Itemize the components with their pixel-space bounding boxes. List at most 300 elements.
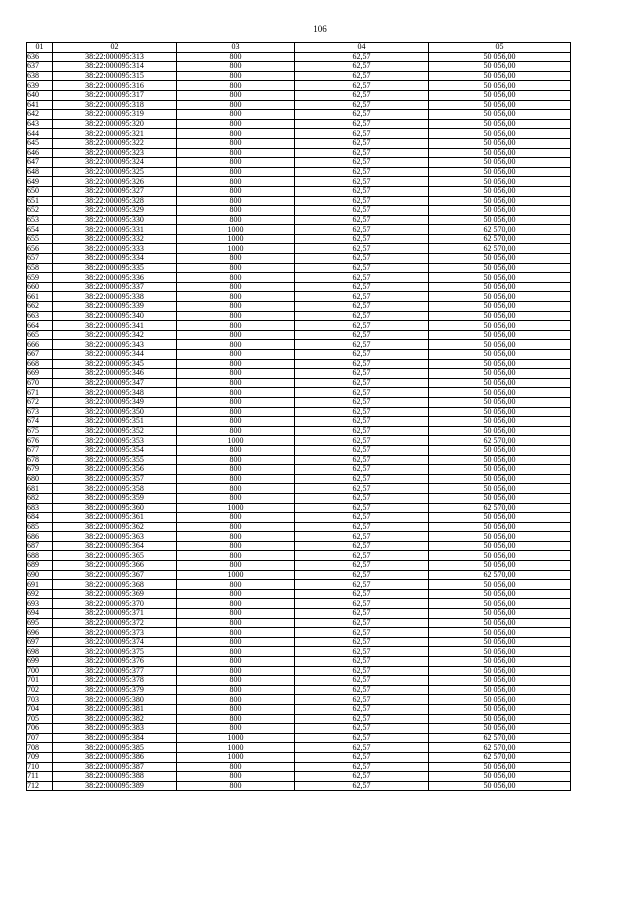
value-cell: 50 056,00 xyxy=(429,637,571,647)
row-number-cell: 644 xyxy=(27,129,53,139)
table-row xyxy=(27,196,571,206)
value-cell: 50 056,00 xyxy=(429,513,571,523)
table-row xyxy=(27,378,571,388)
cadastral-number-cell: 38:22:000095:322 xyxy=(53,138,177,148)
rate-cell: 62,57 xyxy=(295,532,429,542)
area-cell: 800 xyxy=(177,589,295,599)
value-cell: 50 056,00 xyxy=(429,167,571,177)
area-cell: 800 xyxy=(177,254,295,264)
table-row xyxy=(27,781,571,791)
column-header-01: 01 xyxy=(27,43,53,53)
cadastral-number-cell: 38:22:000095:388 xyxy=(53,772,177,782)
rate-cell: 62,57 xyxy=(295,244,429,254)
area-cell: 800 xyxy=(177,484,295,494)
row-number-cell: 671 xyxy=(27,388,53,398)
rate-cell: 62,57 xyxy=(295,628,429,638)
cadastral-number-cell: 38:22:000095:387 xyxy=(53,762,177,772)
rate-cell: 62,57 xyxy=(295,359,429,369)
row-number-cell: 661 xyxy=(27,292,53,302)
cadastral-number-cell: 38:22:000095:369 xyxy=(53,589,177,599)
rate-cell: 62,57 xyxy=(295,417,429,427)
area-cell: 800 xyxy=(177,302,295,312)
cadastral-number-cell: 38:22:000095:366 xyxy=(53,561,177,571)
value-cell: 50 056,00 xyxy=(429,522,571,532)
value-cell: 50 056,00 xyxy=(429,321,571,331)
table-row xyxy=(27,244,571,254)
value-cell: 50 056,00 xyxy=(429,417,571,427)
cadastral-number-cell: 38:22:000095:319 xyxy=(53,110,177,120)
cadastral-number-cell: 38:22:000095:318 xyxy=(53,100,177,110)
table-row xyxy=(27,254,571,264)
rate-cell: 62,57 xyxy=(295,599,429,609)
cadastral-number-cell: 38:22:000095:343 xyxy=(53,340,177,350)
value-cell: 50 056,00 xyxy=(429,647,571,657)
rate-cell: 62,57 xyxy=(295,138,429,148)
row-number-cell: 643 xyxy=(27,119,53,129)
rate-cell: 62,57 xyxy=(295,110,429,120)
rate-cell: 62,57 xyxy=(295,206,429,216)
row-number-cell: 700 xyxy=(27,666,53,676)
table-row xyxy=(27,724,571,734)
cadastral-number-cell: 38:22:000095:324 xyxy=(53,158,177,168)
area-cell: 1000 xyxy=(177,503,295,513)
row-number-cell: 697 xyxy=(27,637,53,647)
row-number-cell: 657 xyxy=(27,254,53,264)
area-cell: 800 xyxy=(177,311,295,321)
area-cell: 800 xyxy=(177,378,295,388)
cadastral-number-cell: 38:22:000095:352 xyxy=(53,426,177,436)
value-cell: 62 570,00 xyxy=(429,733,571,743)
value-cell: 50 056,00 xyxy=(429,119,571,129)
row-number-cell: 706 xyxy=(27,724,53,734)
row-number-cell: 690 xyxy=(27,570,53,580)
table-row xyxy=(27,493,571,503)
rate-cell: 62,57 xyxy=(295,119,429,129)
value-cell: 50 056,00 xyxy=(429,445,571,455)
value-cell: 62 570,00 xyxy=(429,752,571,762)
cadastral-number-cell: 38:22:000095:320 xyxy=(53,119,177,129)
value-cell: 50 056,00 xyxy=(429,138,571,148)
table-row xyxy=(27,561,571,571)
rate-cell: 62,57 xyxy=(295,81,429,91)
table-row xyxy=(27,609,571,619)
area-cell: 1000 xyxy=(177,752,295,762)
table-row xyxy=(27,263,571,273)
area-cell: 800 xyxy=(177,417,295,427)
row-number-cell: 673 xyxy=(27,407,53,417)
table-row xyxy=(27,772,571,782)
area-cell: 800 xyxy=(177,397,295,407)
table-row xyxy=(27,417,571,427)
table-row xyxy=(27,513,571,523)
value-cell: 50 056,00 xyxy=(429,714,571,724)
row-number-cell: 693 xyxy=(27,599,53,609)
cadastral-number-cell: 38:22:000095:370 xyxy=(53,599,177,609)
value-cell: 50 056,00 xyxy=(429,71,571,81)
area-cell: 800 xyxy=(177,762,295,772)
row-number-cell: 646 xyxy=(27,148,53,158)
row-number-cell: 638 xyxy=(27,71,53,81)
rate-cell: 62,57 xyxy=(295,158,429,168)
rate-cell: 62,57 xyxy=(295,589,429,599)
rate-cell: 62,57 xyxy=(295,704,429,714)
cadastral-number-cell: 38:22:000095:373 xyxy=(53,628,177,638)
value-cell: 50 056,00 xyxy=(429,350,571,360)
value-cell: 50 056,00 xyxy=(429,657,571,667)
area-cell: 800 xyxy=(177,561,295,571)
area-cell: 800 xyxy=(177,158,295,168)
table-row xyxy=(27,465,571,475)
cadastral-number-cell: 38:22:000095:339 xyxy=(53,302,177,312)
cadastral-number-cell: 38:22:000095:349 xyxy=(53,397,177,407)
table-row xyxy=(27,62,571,72)
table-row xyxy=(27,186,571,196)
row-number-cell: 663 xyxy=(27,311,53,321)
rate-cell: 62,57 xyxy=(295,292,429,302)
value-cell: 50 056,00 xyxy=(429,311,571,321)
table-row xyxy=(27,330,571,340)
rate-cell: 62,57 xyxy=(295,369,429,379)
table-row xyxy=(27,484,571,494)
row-number-cell: 667 xyxy=(27,350,53,360)
rate-cell: 62,57 xyxy=(295,752,429,762)
table-row xyxy=(27,522,571,532)
cadastral-number-cell: 38:22:000095:381 xyxy=(53,704,177,714)
cadastral-number-cell: 38:22:000095:362 xyxy=(53,522,177,532)
table-row xyxy=(27,52,571,62)
row-number-cell: 711 xyxy=(27,772,53,782)
row-number-cell: 668 xyxy=(27,359,53,369)
table-row xyxy=(27,618,571,628)
rate-cell: 62,57 xyxy=(295,724,429,734)
rate-cell: 62,57 xyxy=(295,637,429,647)
value-cell: 50 056,00 xyxy=(429,484,571,494)
column-header-02: 02 xyxy=(53,43,177,53)
value-cell: 50 056,00 xyxy=(429,762,571,772)
table-row xyxy=(27,436,571,446)
rate-cell: 62,57 xyxy=(295,561,429,571)
value-cell: 50 056,00 xyxy=(429,685,571,695)
value-cell: 50 056,00 xyxy=(429,369,571,379)
table-row xyxy=(27,100,571,110)
value-cell: 62 570,00 xyxy=(429,436,571,446)
value-cell: 50 056,00 xyxy=(429,388,571,398)
value-cell: 62 570,00 xyxy=(429,225,571,235)
cadastral-number-cell: 38:22:000095:356 xyxy=(53,465,177,475)
rate-cell: 62,57 xyxy=(295,493,429,503)
value-cell: 50 056,00 xyxy=(429,426,571,436)
cadastral-number-cell: 38:22:000095:364 xyxy=(53,541,177,551)
table-row xyxy=(27,369,571,379)
cadastral-number-cell: 38:22:000095:314 xyxy=(53,62,177,72)
area-cell: 800 xyxy=(177,609,295,619)
value-cell: 50 056,00 xyxy=(429,129,571,139)
cadastral-number-cell: 38:22:000095:316 xyxy=(53,81,177,91)
cadastral-number-cell: 38:22:000095:365 xyxy=(53,551,177,561)
cadastral-number-cell: 38:22:000095:360 xyxy=(53,503,177,513)
rate-cell: 62,57 xyxy=(295,657,429,667)
row-number-cell: 649 xyxy=(27,177,53,187)
table-row xyxy=(27,138,571,148)
value-cell: 50 056,00 xyxy=(429,628,571,638)
cadastral-number-cell: 38:22:000095:351 xyxy=(53,417,177,427)
rate-cell: 62,57 xyxy=(295,263,429,273)
table-row xyxy=(27,647,571,657)
rate-cell: 62,57 xyxy=(295,350,429,360)
cadastral-number-cell: 38:22:000095:376 xyxy=(53,657,177,667)
rate-cell: 62,57 xyxy=(295,733,429,743)
cadastral-number-cell: 38:22:000095:337 xyxy=(53,282,177,292)
value-cell: 50 056,00 xyxy=(429,292,571,302)
value-cell: 50 056,00 xyxy=(429,378,571,388)
area-cell: 800 xyxy=(177,90,295,100)
area-cell: 800 xyxy=(177,541,295,551)
rate-cell: 62,57 xyxy=(295,647,429,657)
cadastral-number-cell: 38:22:000095:326 xyxy=(53,177,177,187)
area-cell: 800 xyxy=(177,196,295,206)
rate-cell: 62,57 xyxy=(295,743,429,753)
rate-cell: 62,57 xyxy=(295,426,429,436)
table-row xyxy=(27,695,571,705)
value-cell: 50 056,00 xyxy=(429,474,571,484)
cadastral-number-cell: 38:22:000095:344 xyxy=(53,350,177,360)
value-cell: 50 056,00 xyxy=(429,666,571,676)
cadastral-number-cell: 38:22:000095:341 xyxy=(53,321,177,331)
value-cell: 50 056,00 xyxy=(429,618,571,628)
value-cell: 50 056,00 xyxy=(429,532,571,542)
area-cell: 1000 xyxy=(177,225,295,235)
value-cell: 50 056,00 xyxy=(429,724,571,734)
value-cell: 50 056,00 xyxy=(429,186,571,196)
row-number-cell: 678 xyxy=(27,455,53,465)
column-header-04: 04 xyxy=(295,43,429,53)
area-cell: 1000 xyxy=(177,234,295,244)
cadastral-number-cell: 38:22:000095:368 xyxy=(53,580,177,590)
rate-cell: 62,57 xyxy=(295,388,429,398)
value-cell: 50 056,00 xyxy=(429,90,571,100)
rate-cell: 62,57 xyxy=(295,465,429,475)
rate-cell: 62,57 xyxy=(295,522,429,532)
row-number-cell: 639 xyxy=(27,81,53,91)
table-row xyxy=(27,158,571,168)
rate-cell: 62,57 xyxy=(295,762,429,772)
cadastral-number-cell: 38:22:000095:346 xyxy=(53,369,177,379)
rate-cell: 62,57 xyxy=(295,302,429,312)
row-number-cell: 708 xyxy=(27,743,53,753)
cadastral-number-cell: 38:22:000095:354 xyxy=(53,445,177,455)
cadastral-number-cell: 38:22:000095:321 xyxy=(53,129,177,139)
table-row xyxy=(27,599,571,609)
cadastral-number-cell: 38:22:000095:342 xyxy=(53,330,177,340)
row-number-cell: 705 xyxy=(27,714,53,724)
rate-cell: 62,57 xyxy=(295,90,429,100)
rate-cell: 62,57 xyxy=(295,397,429,407)
table-row xyxy=(27,407,571,417)
area-cell: 800 xyxy=(177,685,295,695)
rate-cell: 62,57 xyxy=(295,503,429,513)
row-number-cell: 698 xyxy=(27,647,53,657)
row-number-cell: 658 xyxy=(27,263,53,273)
value-cell: 62 570,00 xyxy=(429,244,571,254)
area-cell: 800 xyxy=(177,52,295,62)
rate-cell: 62,57 xyxy=(295,340,429,350)
area-cell: 800 xyxy=(177,263,295,273)
value-cell: 50 056,00 xyxy=(429,455,571,465)
value-cell: 62 570,00 xyxy=(429,570,571,580)
area-cell: 800 xyxy=(177,369,295,379)
row-number-cell: 677 xyxy=(27,445,53,455)
area-cell: 800 xyxy=(177,666,295,676)
table-row xyxy=(27,474,571,484)
area-cell: 800 xyxy=(177,628,295,638)
value-cell: 62 570,00 xyxy=(429,743,571,753)
row-number-cell: 664 xyxy=(27,321,53,331)
area-cell: 800 xyxy=(177,177,295,187)
table-row xyxy=(27,119,571,129)
area-cell: 800 xyxy=(177,714,295,724)
row-number-cell: 636 xyxy=(27,52,53,62)
area-cell: 800 xyxy=(177,647,295,657)
table-row xyxy=(27,570,571,580)
cadastral-number-cell: 38:22:000095:389 xyxy=(53,781,177,791)
rate-cell: 62,57 xyxy=(295,570,429,580)
area-cell: 800 xyxy=(177,129,295,139)
value-cell: 50 056,00 xyxy=(429,81,571,91)
cadastral-number-cell: 38:22:000095:357 xyxy=(53,474,177,484)
cadastral-number-cell: 38:22:000095:333 xyxy=(53,244,177,254)
area-cell: 800 xyxy=(177,580,295,590)
area-cell: 800 xyxy=(177,321,295,331)
area-cell: 800 xyxy=(177,676,295,686)
value-cell: 50 056,00 xyxy=(429,110,571,120)
rate-cell: 62,57 xyxy=(295,186,429,196)
cadastral-number-cell: 38:22:000095:383 xyxy=(53,724,177,734)
row-number-cell: 686 xyxy=(27,532,53,542)
value-cell: 50 056,00 xyxy=(429,215,571,225)
table-row xyxy=(27,340,571,350)
rate-cell: 62,57 xyxy=(295,167,429,177)
cadastral-number-cell: 38:22:000095:336 xyxy=(53,273,177,283)
area-cell: 800 xyxy=(177,148,295,158)
column-header-03: 03 xyxy=(177,43,295,53)
area-cell: 800 xyxy=(177,445,295,455)
rate-cell: 62,57 xyxy=(295,618,429,628)
cadastral-number-cell: 38:22:000095:353 xyxy=(53,436,177,446)
value-cell: 50 056,00 xyxy=(429,100,571,110)
row-number-cell: 674 xyxy=(27,417,53,427)
cadastral-number-cell: 38:22:000095:377 xyxy=(53,666,177,676)
value-cell: 50 056,00 xyxy=(429,158,571,168)
rate-cell: 62,57 xyxy=(295,234,429,244)
area-cell: 800 xyxy=(177,206,295,216)
value-cell: 50 056,00 xyxy=(429,599,571,609)
value-cell: 50 056,00 xyxy=(429,340,571,350)
value-cell: 50 056,00 xyxy=(429,589,571,599)
cadastral-number-cell: 38:22:000095:358 xyxy=(53,484,177,494)
table-body xyxy=(27,52,571,791)
area-cell: 800 xyxy=(177,340,295,350)
rate-cell: 62,57 xyxy=(295,330,429,340)
area-cell: 800 xyxy=(177,704,295,714)
cadastral-number-cell: 38:22:000095:371 xyxy=(53,609,177,619)
table-row xyxy=(27,177,571,187)
area-cell: 800 xyxy=(177,138,295,148)
table-row xyxy=(27,685,571,695)
table-row xyxy=(27,426,571,436)
rate-cell: 62,57 xyxy=(295,148,429,158)
cadastral-number-cell: 38:22:000095:323 xyxy=(53,148,177,158)
rate-cell: 62,57 xyxy=(295,311,429,321)
cadastral-number-cell: 38:22:000095:328 xyxy=(53,196,177,206)
rate-cell: 62,57 xyxy=(295,714,429,724)
row-number-cell: 676 xyxy=(27,436,53,446)
rate-cell: 62,57 xyxy=(295,62,429,72)
value-cell: 50 056,00 xyxy=(429,302,571,312)
row-number-cell: 685 xyxy=(27,522,53,532)
area-cell: 800 xyxy=(177,599,295,609)
area-cell: 800 xyxy=(177,493,295,503)
cadastral-number-cell: 38:22:000095:359 xyxy=(53,493,177,503)
table-row xyxy=(27,666,571,676)
row-number-cell: 687 xyxy=(27,541,53,551)
value-cell: 50 056,00 xyxy=(429,407,571,417)
row-number-cell: 702 xyxy=(27,685,53,695)
area-cell: 800 xyxy=(177,426,295,436)
area-cell: 800 xyxy=(177,167,295,177)
value-cell: 62 570,00 xyxy=(429,234,571,244)
column-header-05: 05 xyxy=(429,43,571,53)
rate-cell: 62,57 xyxy=(295,177,429,187)
cadastral-number-cell: 38:22:000095:330 xyxy=(53,215,177,225)
table-row xyxy=(27,311,571,321)
row-number-cell: 652 xyxy=(27,206,53,216)
table-header xyxy=(27,43,571,53)
table-row xyxy=(27,71,571,81)
rate-cell: 62,57 xyxy=(295,474,429,484)
cadastral-number-cell: 38:22:000095:340 xyxy=(53,311,177,321)
cadastral-number-cell: 38:22:000095:363 xyxy=(53,532,177,542)
table-row xyxy=(27,273,571,283)
table-row xyxy=(27,110,571,120)
table-row xyxy=(27,762,571,772)
area-cell: 800 xyxy=(177,100,295,110)
table-row xyxy=(27,292,571,302)
row-number-cell: 654 xyxy=(27,225,53,235)
row-number-cell: 659 xyxy=(27,273,53,283)
cadastral-number-cell: 38:22:000095:374 xyxy=(53,637,177,647)
table-row xyxy=(27,388,571,398)
value-cell: 50 056,00 xyxy=(429,206,571,216)
cadastral-number-cell: 38:22:000095:386 xyxy=(53,752,177,762)
value-cell: 50 056,00 xyxy=(429,580,571,590)
data-table xyxy=(26,42,571,791)
area-cell: 1000 xyxy=(177,570,295,580)
value-cell: 50 056,00 xyxy=(429,397,571,407)
area-cell: 800 xyxy=(177,532,295,542)
area-cell: 800 xyxy=(177,474,295,484)
row-number-cell: 647 xyxy=(27,158,53,168)
value-cell: 50 056,00 xyxy=(429,148,571,158)
row-number-cell: 712 xyxy=(27,781,53,791)
area-cell: 800 xyxy=(177,513,295,523)
rate-cell: 62,57 xyxy=(295,455,429,465)
cadastral-number-cell: 38:22:000095:331 xyxy=(53,225,177,235)
rate-cell: 62,57 xyxy=(295,215,429,225)
value-cell: 50 056,00 xyxy=(429,551,571,561)
row-number-cell: 704 xyxy=(27,704,53,714)
row-number-cell: 691 xyxy=(27,580,53,590)
row-number-cell: 637 xyxy=(27,62,53,72)
